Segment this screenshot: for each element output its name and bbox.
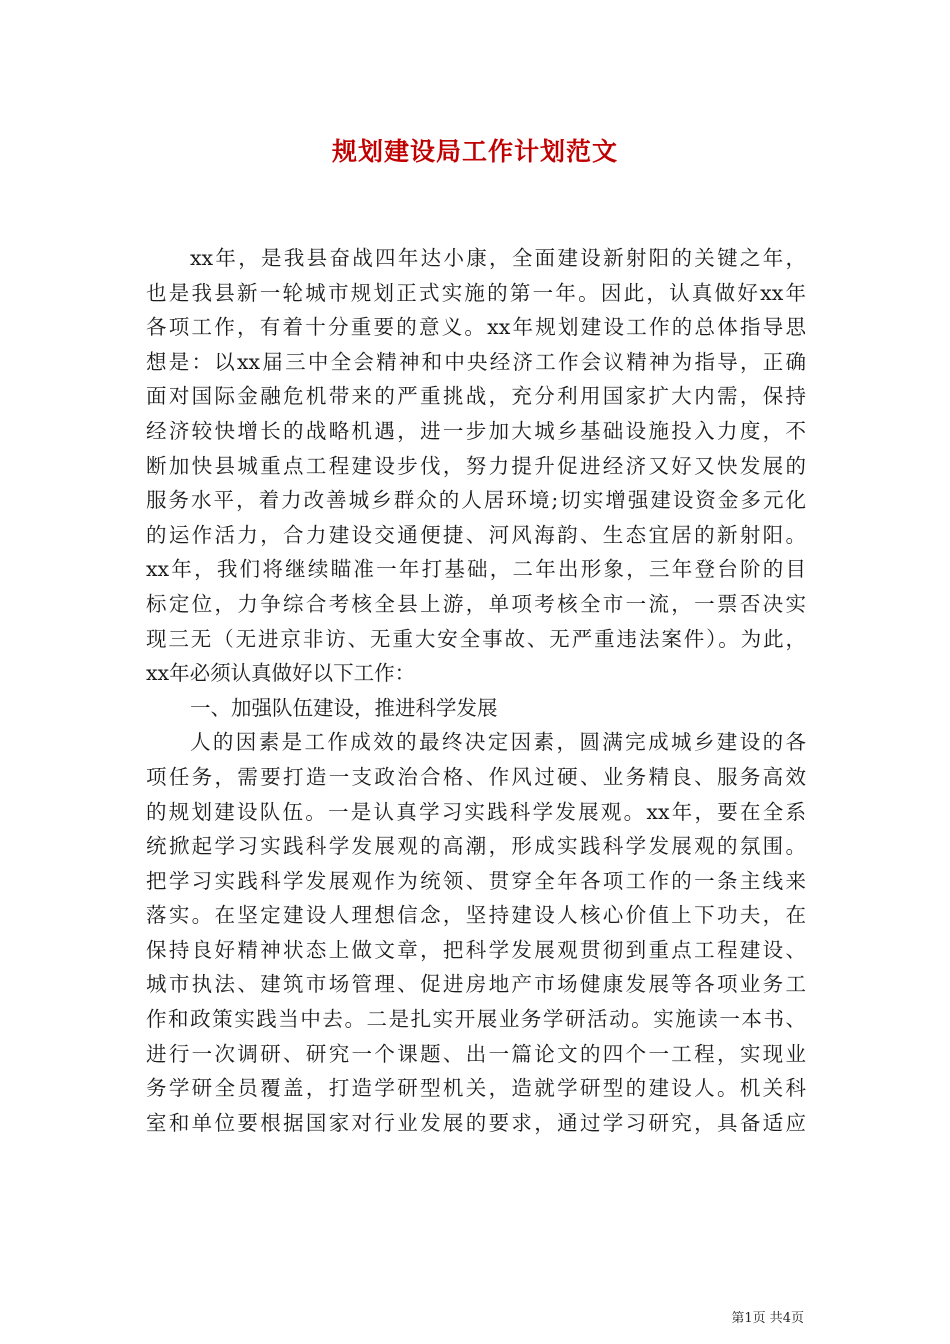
paragraph-line: 现三无（无进京非访、无重大安全事故、无严重违法案件）。为此，: [146, 626, 806, 651]
paragraph-line: 进行一次调研、研究一个课题、出一篇论文的四个一工程，实现业: [146, 1041, 806, 1066]
paragraph-line: 标定位，力争综合考核全县上游，单项考核全市一流，一票否决实: [146, 591, 806, 616]
paragraph-line: 也是我县新一轮城市规划正式实施的第一年。因此，认真做好xx年: [146, 280, 806, 305]
paragraph-line: 经济较快增长的战略机遇，进一步加大城乡基础设施投入力度，不: [146, 418, 806, 443]
paragraph-line: 想是：以xx届三中全会精神和中央经济工作会议精神为指导，正确: [146, 349, 806, 374]
paragraph-line: 的运作活力，合力建设交通便捷、河风海韵、生态宜居的新射阳。: [146, 522, 806, 547]
paragraph-line: xx年，是我县奋战四年达小康，全面建设新射阳的关键之年，: [190, 246, 806, 270]
paragraph-line: 服务水平，着力改善城乡群众的人居环境;切实增强建设资金多元化: [146, 488, 806, 513]
paragraph-line: xx年，我们将继续瞄准一年打基础，二年出形象，三年登台阶的目: [146, 557, 806, 582]
paragraph-line: 务学研全员覆盖，打造学研型机关，造就学研型的建设人。机关科: [146, 1076, 806, 1101]
paragraph-line: 项任务，需要打造一支政治合格、作风过硬、业务精良、服务高效: [146, 764, 806, 789]
paragraph-line: 面对国际金融危机带来的严重挑战，充分利用国家扩大内需，保持: [146, 384, 806, 409]
paragraph-line: 断加快县城重点工程建设步伐，努力提升促进经济又好又快发展的: [146, 453, 806, 478]
paragraph-line: 城市执法、建筑市场管理、促进房地产市场健康发展等各项业务工: [146, 972, 806, 997]
paragraph-line: 保持良好精神状态上做文章，把科学发展观贯彻到重点工程建设、: [146, 937, 806, 962]
page-number: 第1页 共4页: [731, 1311, 804, 1326]
paragraph-line: 落实。在坚定建设人理想信念，坚持建设人核心价值上下功夫，在: [146, 903, 806, 928]
paragraph-line: 统掀起学习实践科学发展观的高潮，形成实践科学发展观的氛围。: [146, 834, 806, 859]
document-title: 规划建设局工作计划范文: [331, 137, 618, 166]
paragraph-line: 各项工作，有着十分重要的意义。xx年规划建设工作的总体指导思: [146, 315, 806, 340]
paragraph-line: 人的因素是工作成效的最终决定因素，圆满完成城乡建设的各: [190, 730, 806, 755]
paragraph-line: 的规划建设队伍。一是认真学习实践科学发展观。xx年，要在全系: [146, 799, 806, 824]
document-body: [146, 241, 806, 1140]
section-heading: 一、加强队伍建设，推进科学发展: [190, 695, 498, 720]
paragraph-line: 室和单位要根据国家对行业发展的要求，通过学习研究，具备适应: [146, 1110, 806, 1135]
paragraph-line: 作和政策实践当中去。二是扎实开展业务学研活动。实施读一本书、: [146, 1007, 806, 1032]
paragraph-line: xx年必须认真做好以下工作：: [146, 661, 416, 686]
paragraph-line: 把学习实践科学发展观作为统领、贯穿全年各项工作的一条主线来: [146, 868, 806, 893]
